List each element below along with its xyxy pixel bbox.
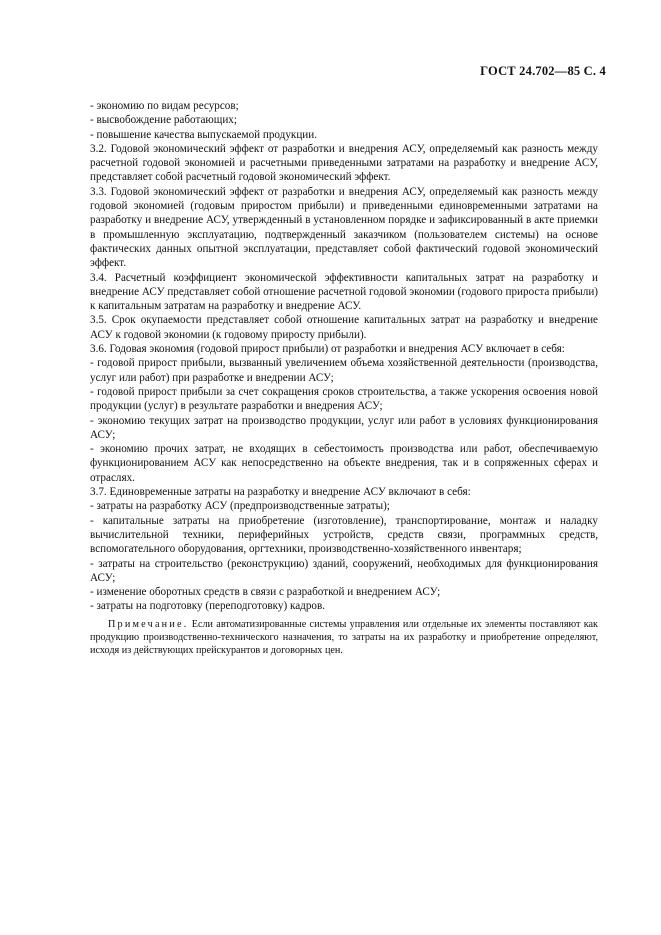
- note: [90, 618, 598, 658]
- list-item: - затраты на разработку АСУ (предпроизводственные затраты);: [90, 500, 390, 513]
- clause-3-5: 3.5. Срок окупаемости представляет собой отношение капитальных затрат на разработку и внедрение АСУ к годовой экономии (к годовому приросту прибыли).: [90, 314, 598, 341]
- page-header: ГОСТ 24.702—85 С. 4: [480, 64, 606, 78]
- list-item: - изменение оборотных средств в связи с разработкой и внедрением АСУ;: [90, 586, 441, 599]
- list-item: - годовой прирост прибыли, вызванный увеличением объема хозяйственной деятельности (производства, услуг или работ) при разработке и внедрении АСУ;: [90, 357, 598, 384]
- list-item: - затраты на строительство (реконструкцию) зданий, сооружений, необходимых для функционирования АСУ;: [90, 557, 598, 584]
- list-item: - экономию текущих затрат на производство продукции, услуг или работ в условиях функционирования АСУ;: [90, 414, 598, 441]
- list-item: - высвобождение работающих;: [90, 114, 237, 127]
- clause-3-4: 3.4. Расчетный коэффициент экономической эффективности капитальных затрат на разработку и внедрение АСУ представляет собой отношение расчетной годовой экономии (годового прироста прибыли) к капитальным затратам на разработку и внедрение АСУ.: [90, 271, 598, 313]
- list-item: - экономию по видам ресурсов;: [90, 100, 239, 112]
- list-item: - повышение качества выпускаемой продукции.: [90, 128, 318, 141]
- clause-3-7: 3.7. Единовременные затраты на разработку и внедрение АСУ включают в себя:: [90, 486, 471, 499]
- list-item: - капитальные затраты на приобретение (изготовление), транспортирование, монтаж и наладку вычислительной техники, периферийных устройств, средств связи, программных средств, вспомогательного оборудования, оргтехники, производственно-хозяйственного инвентаря;: [90, 514, 598, 556]
- note-text: Если автоматизированные системы управления или отдельные их элементы поставляют как продукцию производственно-технического назначения, то затраты на их разработку и приобретение определяют, исходя из действующих прейскурантов и договорных цен.: [90, 618, 598, 657]
- list-item: - затраты на подготовку (переподготовку) кадров.: [90, 600, 326, 613]
- clause-3-3: 3.3. Годовой экономический эффект от разработки и внедрения АСУ, определяемый как разность между годовой экономией (годовым приростом прибыли) и приведенными единовременными затратами на разработку и внедрение АСУ, утвержденный в установленном порядке и зафиксированный в акте приемки в промышленную эксплуатацию, подтвержденный заказчиком (пользователем системы) на основе фактических данных опытной эксплуатации, представляет собой фактический годовой экономический эффект.: [90, 185, 598, 270]
- clause-3-2: 3.2. Годовой экономический эффект от разработки и внедрения АСУ, определяемый как разность между расчетной годовой экономией и расчетными приведенными затратами на разработку и внедрение АСУ, представляет собой расчетный годовой экономический эффект.: [90, 142, 598, 184]
- list-item: - экономию прочих затрат, не входящих в себестоимость производства или работ, обеспечиваемую функционированием АСУ как непосредственно на объекте внедрения, так и в сопряженных сферах и отраслях.: [90, 443, 598, 484]
- list-item: - годовой прирост прибыли за счет сокращения сроков строительства, а также ускорения освоения новой продукции (услуг) в результате разработки и внедрения АСУ;: [90, 385, 598, 413]
- note-label: Примечание.: [108, 618, 189, 630]
- clause-3-6: 3.6. Годовая экономия (годовой прирост прибыли) от разработки и внедрения АСУ включает в себя:: [90, 343, 565, 356]
- document-body: [90, 99, 598, 657]
